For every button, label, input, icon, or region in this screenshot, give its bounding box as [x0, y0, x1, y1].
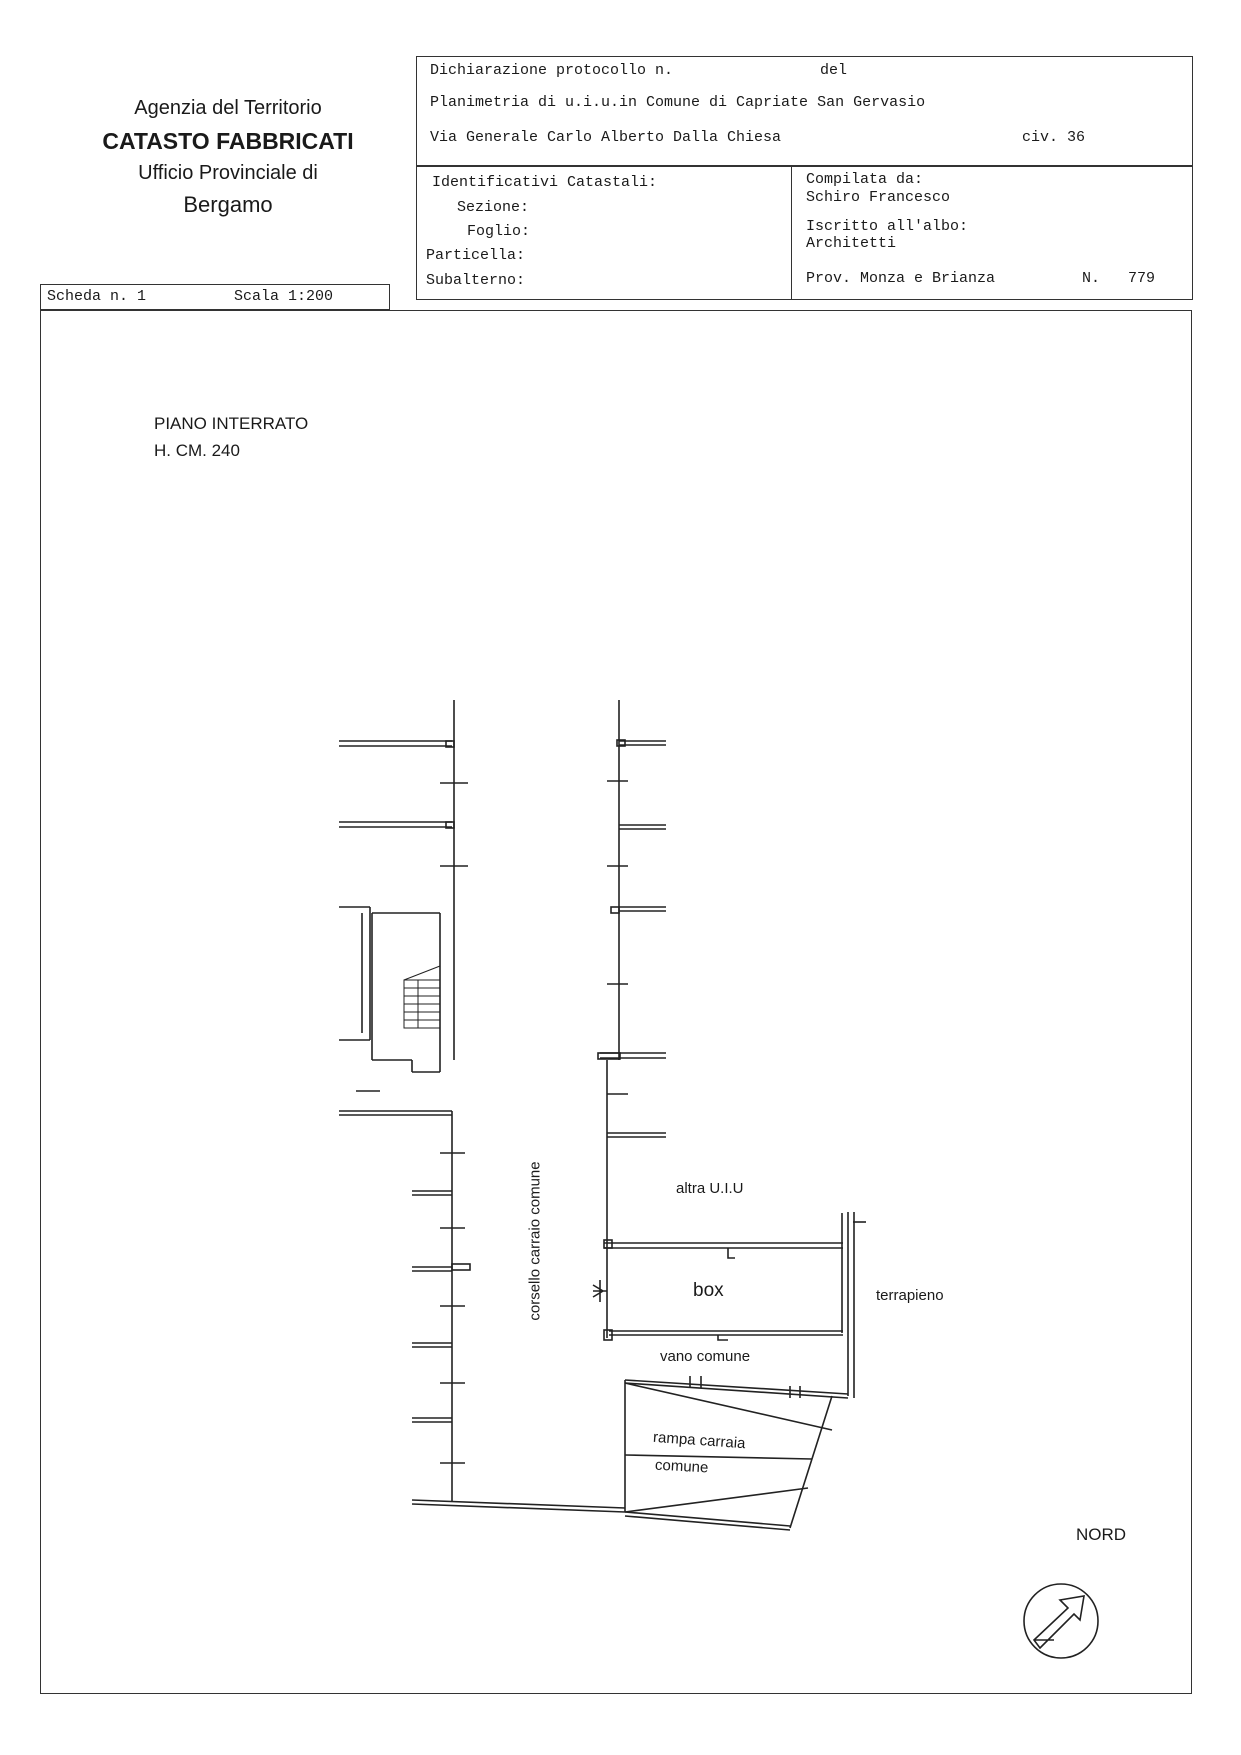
wall [604, 1240, 612, 1248]
sezione-label: Sezione: [457, 199, 530, 216]
wall [790, 1396, 832, 1528]
wall [625, 1455, 812, 1459]
province: Prov. Monza e Brianza [806, 270, 996, 287]
compiler-name: Schiro Francesco [806, 189, 951, 206]
protocol-del: del [820, 62, 848, 79]
register-n-label: N. [1082, 270, 1101, 287]
wall [625, 1380, 848, 1394]
wall [412, 1500, 625, 1508]
albo-label: Iscritto all'albo: [806, 218, 969, 235]
door-marker [593, 1280, 607, 1302]
label-corsello: corsello carraio comune [526, 1161, 544, 1321]
scale-label: Scala 1:200 [234, 288, 334, 305]
civic-number: civ. 36 [1022, 129, 1086, 146]
label-box: box [693, 1280, 724, 1301]
subalterno-label: Subalterno: [426, 272, 526, 289]
agency-name: Agenzia del Territorio [134, 97, 322, 119]
wall [728, 1248, 735, 1258]
label-rampa: rampa carraia [652, 1428, 747, 1453]
foglio-label: Foglio: [467, 223, 531, 240]
wall [625, 1512, 790, 1526]
north-arrow-icon [1018, 1578, 1104, 1664]
wall [611, 907, 619, 913]
scheda-number: Scheda n. 1 [47, 288, 147, 305]
label-vano-comune: vano comune [660, 1348, 751, 1365]
label-rampa-comune: comune [654, 1456, 709, 1477]
protocol-label: Dichiarazione protocollo n. [430, 62, 674, 79]
register-number: 779 [1128, 270, 1156, 287]
albo-value: Architetti [806, 235, 897, 252]
particella-label: Particella: [426, 247, 526, 264]
identifiers-title: Identificativi Catastali: [432, 174, 658, 191]
planimetria-text: Planimetria di u.i.u.in Comune di Capriate San Gervasio [430, 94, 926, 111]
office-label: Ufficio Provinciale di [138, 162, 318, 184]
label-terrapieno: terrapieno [876, 1287, 944, 1304]
wall [625, 1516, 790, 1530]
floor-height: H. CM. 240 [154, 441, 240, 460]
wall [412, 1504, 625, 1512]
compiler-label: Compilata da: [806, 171, 924, 188]
north-label: NORD [1076, 1525, 1127, 1544]
office-city: Bergamo [183, 192, 273, 217]
wall [625, 1488, 808, 1512]
wall [452, 1264, 470, 1270]
stair-steps [404, 966, 440, 1028]
address-text: Via Generale Carlo Alberto Dalla Chiesa [430, 129, 782, 146]
floor-label: PIANO INTERRATO [154, 414, 309, 433]
label-other-unit: altra U.I.U [676, 1180, 744, 1197]
catasto-title: CATASTO FABBRICATI [102, 128, 354, 154]
